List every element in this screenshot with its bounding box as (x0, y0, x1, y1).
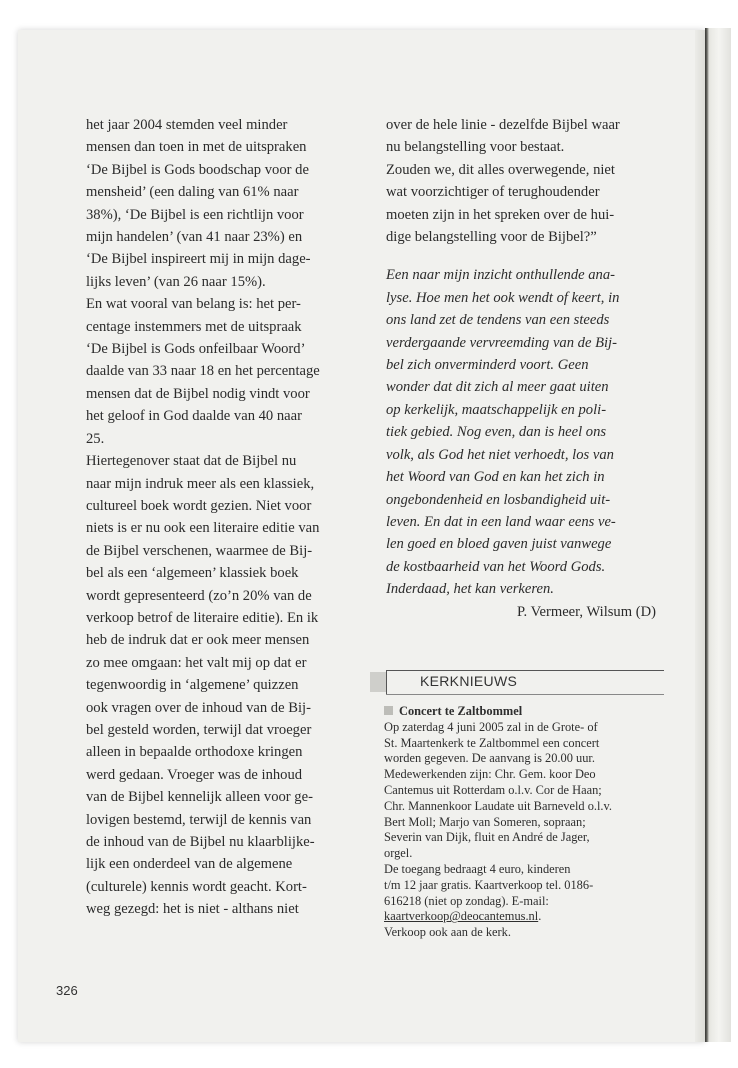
text-line: wordt gepresenteerd (zo’n 20% van de (86, 587, 312, 604)
page-binding-edge (705, 28, 731, 1042)
left-column (86, 114, 356, 921)
right-column-text (386, 114, 656, 248)
italic-text-line: ongebondenheid en losbandigheid uit- (386, 491, 611, 508)
text-line: alleen in bepaalde orthodoxe kringen (86, 744, 303, 761)
news-text-line: worden gegeven. De aanvang is 20.00 uur. (384, 751, 595, 766)
paragraph-gap (386, 248, 656, 264)
text-line: ook vragen over de inhoud van de Bij- (86, 699, 311, 716)
news-text-line: 616218 (niet op zondag). E-mail: (384, 893, 549, 908)
text-line: bel als een ‘algemeen’ klassiek boek (86, 565, 299, 582)
text-line: van de Bijbel kennelijk alleen voor ge- (86, 789, 313, 806)
news-text-line: St. Maartenkerk te Zaltbommel een concert (384, 735, 600, 750)
news-item (384, 704, 664, 941)
italic-text-line: tiek gebied. Nog even, dan is heel ons (386, 424, 607, 441)
text-line: daalde van 33 naar 18 en het percentage (86, 363, 320, 380)
section-title: KERKNIEUWS (420, 673, 518, 689)
text-line: tegenwoordig in ‘algemene’ quizzen (86, 677, 299, 694)
text-line: moeten zijn in het spreken over de hui- (386, 206, 615, 223)
italic-text-line: bel zich onverminderd voort. Geen (386, 357, 589, 374)
editorial-commentary (386, 264, 656, 600)
text-line: ‘De Bijbel is Gods boodschap voor de (86, 161, 309, 178)
italic-text-line: volk, als God het niet verhoedt, los van (386, 446, 614, 463)
news-text-line: Medewerkenden zijn: Chr. Gem. koor Deo (384, 767, 596, 782)
section-marker (370, 672, 386, 692)
italic-text-line: leven. En dat in een land waar eens ve- (386, 513, 616, 530)
text-line: verkoop betrof de literaire editie). En ik (86, 609, 319, 626)
text-line: mensen dan toen in met de uitspraken (86, 139, 307, 156)
text-line: zo mee omgaan: het valt mij op dat er (86, 654, 307, 671)
text-line: cultureel boek wordt gezien. Niet voor (86, 497, 312, 514)
italic-text-line: Een naar mijn inzicht onthullende ana- (386, 267, 616, 284)
text-line: En wat vooral van belang is: het per- (86, 296, 301, 313)
text-line: mensen dat de Bijbel nodig vindt voor (86, 385, 310, 402)
text-line: lovigen bestemd, terwijl de kennis van (86, 811, 312, 828)
text-line: wat voorzichtiger of terughoudender (386, 184, 600, 201)
text-line: nu belangstelling voor bestaat. (386, 139, 565, 156)
text-line: de inhoud van de Bijbel nu klaarblijke- (86, 834, 315, 850)
news-text-line: Chr. Mannenkoor Laudate uit Barneveld o.l.v. (384, 798, 613, 813)
bullet-square-icon (384, 706, 393, 715)
text-line: weg gezegd: het is niet - althans niet (86, 901, 299, 918)
text-line: mensheid’ (een daling van 61% naar (86, 184, 299, 201)
text-line: heb de indruk dat er ook meer mensen (86, 632, 310, 649)
news-last-line: Verkoop ook aan de kerk. (384, 925, 511, 940)
text-line: 38%), ‘De Bijbel is een richtlijn voor (86, 206, 304, 223)
text-line: dige belangstelling voor de Bijbel?” (386, 229, 597, 246)
text-line: niets is er nu ook een literaire editie van (86, 520, 320, 537)
signature: P. Vermeer, Wilsum (D) (517, 603, 656, 620)
text-line: ‘De Bijbel inspireert mij in mijn dage- (86, 251, 311, 268)
header-rule-left (386, 670, 387, 694)
text-line: het jaar 2004 stemden veel minder (86, 117, 288, 133)
italic-text-line: verdergaande vervreemding van de Bij- (386, 334, 617, 351)
page-right-shadow (695, 30, 705, 1042)
text-line: ‘De Bijbel is Gods onfeilbaar Woord’ (86, 341, 306, 358)
header-rule-bottom (386, 694, 664, 695)
news-text-line: Severin van Dijk, fluit en André de Jager, (384, 830, 590, 845)
italic-text-line: len goed en bloed gaven juist vanwege (386, 536, 612, 553)
text-line: (culturele) kennis wordt geacht. Kort- (86, 878, 307, 895)
email-suffix: . (538, 909, 542, 924)
italic-text-line: het Woord van God en kan het zich in (386, 469, 605, 486)
news-text-line: Bert Moll; Marjo van Someren, sopraan; (384, 814, 586, 829)
text-line: lijks leven’ (van 26 naar 15%). (86, 273, 266, 290)
italic-text-line: lyse. Hoe men het ook wendt of keert, in (386, 289, 620, 306)
italic-text-line: de kostbaarheid van het Woord Gods. (386, 558, 606, 575)
text-line: Zouden we, dit alles overwegende, niet (386, 161, 615, 178)
right-column (386, 114, 656, 623)
text-line: de Bijbel verschenen, waarmee de Bij- (86, 542, 313, 559)
text-line: Hiertegenover staat dat de Bijbel nu (86, 453, 297, 470)
text-line: naar mijn indruk meer als een klassiek, (86, 475, 315, 492)
kerknieuws-header (370, 666, 660, 696)
news-item-body (384, 720, 664, 910)
text-line: werd gedaan. Vroeger was de inhoud (86, 766, 303, 783)
italic-text-line: ons land zet de tendens van een steeds (386, 312, 610, 329)
italic-text-line: op kerkelijk, maatschappelijk en poli- (386, 401, 607, 418)
email-line (384, 909, 664, 925)
news-text-line: Op zaterdag 4 juni 2005 zal in de Grote- of (384, 719, 598, 734)
news-text-line: orgel. (384, 846, 413, 861)
text-line: 25. (86, 430, 105, 447)
text-line: mijn handelen’ (van 41 naar 23%) en (86, 229, 303, 246)
news-item-title-text: Concert te Zaltbommel (399, 704, 523, 718)
news-text-line: t/m 12 jaar gratis. Kaartverkoop tel. 0186- (384, 877, 594, 892)
text-line: over de hele linie - dezelfde Bijbel waar (386, 117, 620, 133)
news-text-line: Cantemus uit Rotterdam o.l.v. Cor de Haan; (384, 782, 602, 797)
text-line: het geloof in God daalde van 40 naar (86, 408, 302, 425)
text-line: centage instemmers met de uitspraak (86, 318, 302, 335)
email-link[interactable]: kaartverkoop@deocantemus.nl (384, 909, 539, 924)
news-item-title (384, 704, 664, 720)
text-line: bel gesteld worden, terwijl dat vroeger (86, 721, 312, 738)
page-number: 326 (56, 983, 78, 998)
news-text-line: De toegang bedraagt 4 euro, kinderen (384, 861, 571, 876)
italic-text-line: wonder dat dit zich al meer gaat uiten (386, 379, 609, 396)
text-line: lijk een onderdeel van de algemene (86, 856, 293, 873)
italic-text-line: Inderdaad, het kan verkeren. (386, 581, 554, 598)
header-rule-top (386, 670, 664, 671)
